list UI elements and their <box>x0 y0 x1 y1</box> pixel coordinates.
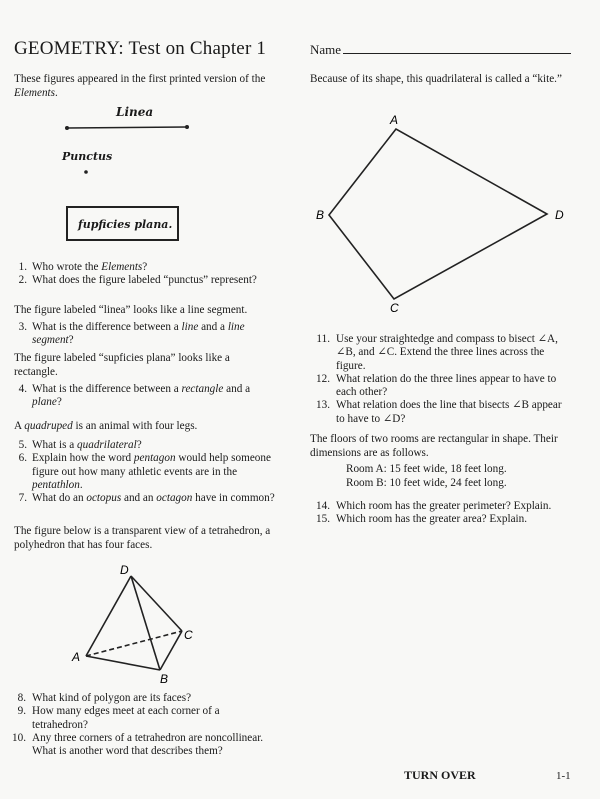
linea-note: The figure labeled “linea” looks like a line segment. <box>14 304 248 316</box>
q-italic: line <box>181 321 199 333</box>
kite-note: Because of its shape, this quadrilateral is called a “kite.” <box>310 73 562 85</box>
question-3 <box>10 321 280 348</box>
q-text: Any three corners of a tetrahedron are noncollinear. What is another word that describes them? <box>32 731 264 758</box>
q-num: 15. <box>316 513 330 526</box>
question-11 <box>310 333 572 373</box>
question-2 <box>10 274 280 287</box>
q-text: What does the figure labeled “punctus” represent? <box>32 274 257 287</box>
q-italic: quadrilateral <box>77 439 137 451</box>
q-text: What is the difference between a <box>32 321 182 333</box>
q-num: 11. <box>316 333 330 345</box>
vertex-d-label: D <box>120 563 129 577</box>
q-num: 7. <box>18 492 27 505</box>
question-1 <box>10 261 280 274</box>
tetrahedron-figure <box>66 560 226 690</box>
q-text: and a <box>223 383 251 395</box>
page-title: GEOMETRY: Test on Chapter 1 <box>14 38 267 59</box>
q-num: 9. <box>17 705 26 718</box>
question-3-list <box>10 321 280 348</box>
question-12 <box>310 373 572 400</box>
kite-vertex-c: C <box>390 301 399 315</box>
q-italic: pentathlon <box>32 478 80 491</box>
q-text: Which room has the greater perimeter? Explain. <box>336 500 552 512</box>
q-italic: line segment <box>32 321 245 347</box>
quadruped-note <box>14 420 284 434</box>
question-14 <box>310 500 572 513</box>
q-num: 2. <box>18 274 27 287</box>
plana-note: The figure labeled “supficies plana” looks like a rectangle. <box>14 352 230 378</box>
q-text: What is the difference between a <box>32 383 182 395</box>
kite-vertex-a: A <box>390 113 399 127</box>
intro-end: . <box>55 86 58 99</box>
q-text: Which room has the greater area? Explain. <box>336 513 528 526</box>
room-b-dimensions: Room B: 10 feet wide, 24 feet long. <box>346 477 507 489</box>
q-text: How many edges meet at each corner of a tetrahedron? <box>32 705 220 731</box>
q-text: and a <box>198 321 228 333</box>
punctus-point <box>83 169 89 175</box>
question-8 <box>6 692 276 705</box>
q-italic: octagon <box>156 492 193 505</box>
q-text: What is a <box>32 439 78 451</box>
q-italic: Elements <box>101 261 143 273</box>
q-text-end: ? <box>136 439 142 451</box>
q-num: 10. <box>12 731 26 744</box>
question-4 <box>10 383 280 410</box>
q-text: What relation do the three lines appear to have to each other? <box>336 372 557 399</box>
linea-figure <box>64 123 194 133</box>
q-num: 13. <box>316 399 330 412</box>
questions-8-10 <box>6 692 276 758</box>
q-text-end: . <box>79 478 83 491</box>
question-10 <box>6 732 276 759</box>
q-num: 5. <box>18 439 27 451</box>
questions-1-2 <box>10 261 280 288</box>
questions-11-13 <box>310 333 572 426</box>
q-num: 1. <box>18 261 27 273</box>
q-italic: pentagon <box>133 452 176 465</box>
q-num: 12. <box>316 372 330 385</box>
q-num: 4. <box>18 383 27 395</box>
q-text-end: have in common? <box>192 492 275 505</box>
room-a-dimensions: Room A: 15 feet wide, 18 feet long. <box>346 463 507 475</box>
q-text: would help someone figure out how many athletic events are in the <box>32 452 271 478</box>
questions-14-15 <box>310 500 572 527</box>
q-num: 14. <box>316 500 330 512</box>
q-text: What kind of polygon are its faces? <box>32 692 192 704</box>
turn-over-label: TURN OVER <box>404 768 476 782</box>
q-text: Who wrote the <box>32 261 102 273</box>
question-6 <box>10 452 280 492</box>
q-num: 6. <box>18 452 27 465</box>
linea-label: Linea <box>116 105 154 119</box>
page-number: 1-1 <box>556 770 571 782</box>
intro-italic: Elements <box>14 86 56 99</box>
name-field[interactable] <box>310 42 571 58</box>
q-num: 8. <box>17 692 26 704</box>
note-italic: quadruped <box>24 420 73 432</box>
question-4-list <box>10 383 280 410</box>
q-text: and an <box>121 492 157 505</box>
vertex-c-label: C <box>184 628 193 642</box>
tetrahedron-note: The figure below is a transparent view of a tetrahedron, a polyhedron that has four faces. <box>14 525 271 551</box>
q-num: 3. <box>18 321 27 333</box>
sufficies-label: fupficies plana. <box>78 218 173 231</box>
q-text-end: ? <box>142 261 148 273</box>
q-text-end: ? <box>56 396 62 409</box>
note-text: A <box>14 420 25 432</box>
q-italic: octopus <box>86 492 122 505</box>
note-text-end: is an animal with four legs. <box>72 420 198 432</box>
question-7 <box>10 492 280 505</box>
name-label: Name <box>310 42 342 57</box>
punctus-label: Punctus <box>62 150 113 163</box>
q-italic: plane <box>32 396 57 409</box>
question-5 <box>10 439 280 452</box>
name-blank-line[interactable] <box>343 43 571 54</box>
question-15 <box>310 513 572 526</box>
rooms-note: The floors of two rooms are rectangular in shape. Their dimensions are as follows. <box>310 433 558 459</box>
q-italic: rectangle <box>181 383 224 395</box>
question-9 <box>6 705 276 732</box>
kite-vertex-d: D <box>555 208 564 222</box>
vertex-b-label: B <box>160 672 169 686</box>
vertex-a-label: A <box>72 650 81 664</box>
q-text: Explain how the word <box>32 452 134 465</box>
intro-paragraph <box>14 73 284 100</box>
q-text-end: ? <box>68 334 74 347</box>
question-13 <box>310 399 572 426</box>
kite-vertex-b: B <box>316 208 325 222</box>
questions-5-7 <box>10 439 280 505</box>
intro-text: These figures appeared in the first printed version of the <box>14 73 266 85</box>
q-text: Use your straightedge and compass to bisect ∠A, ∠B, and ∠C. Extend the three lines across the figure. <box>336 333 558 372</box>
q-text: What relation does the line that bisects ∠B appear to have to ∠D? <box>336 399 562 425</box>
q-text: What do an <box>32 492 87 505</box>
kite-figure <box>310 110 590 315</box>
